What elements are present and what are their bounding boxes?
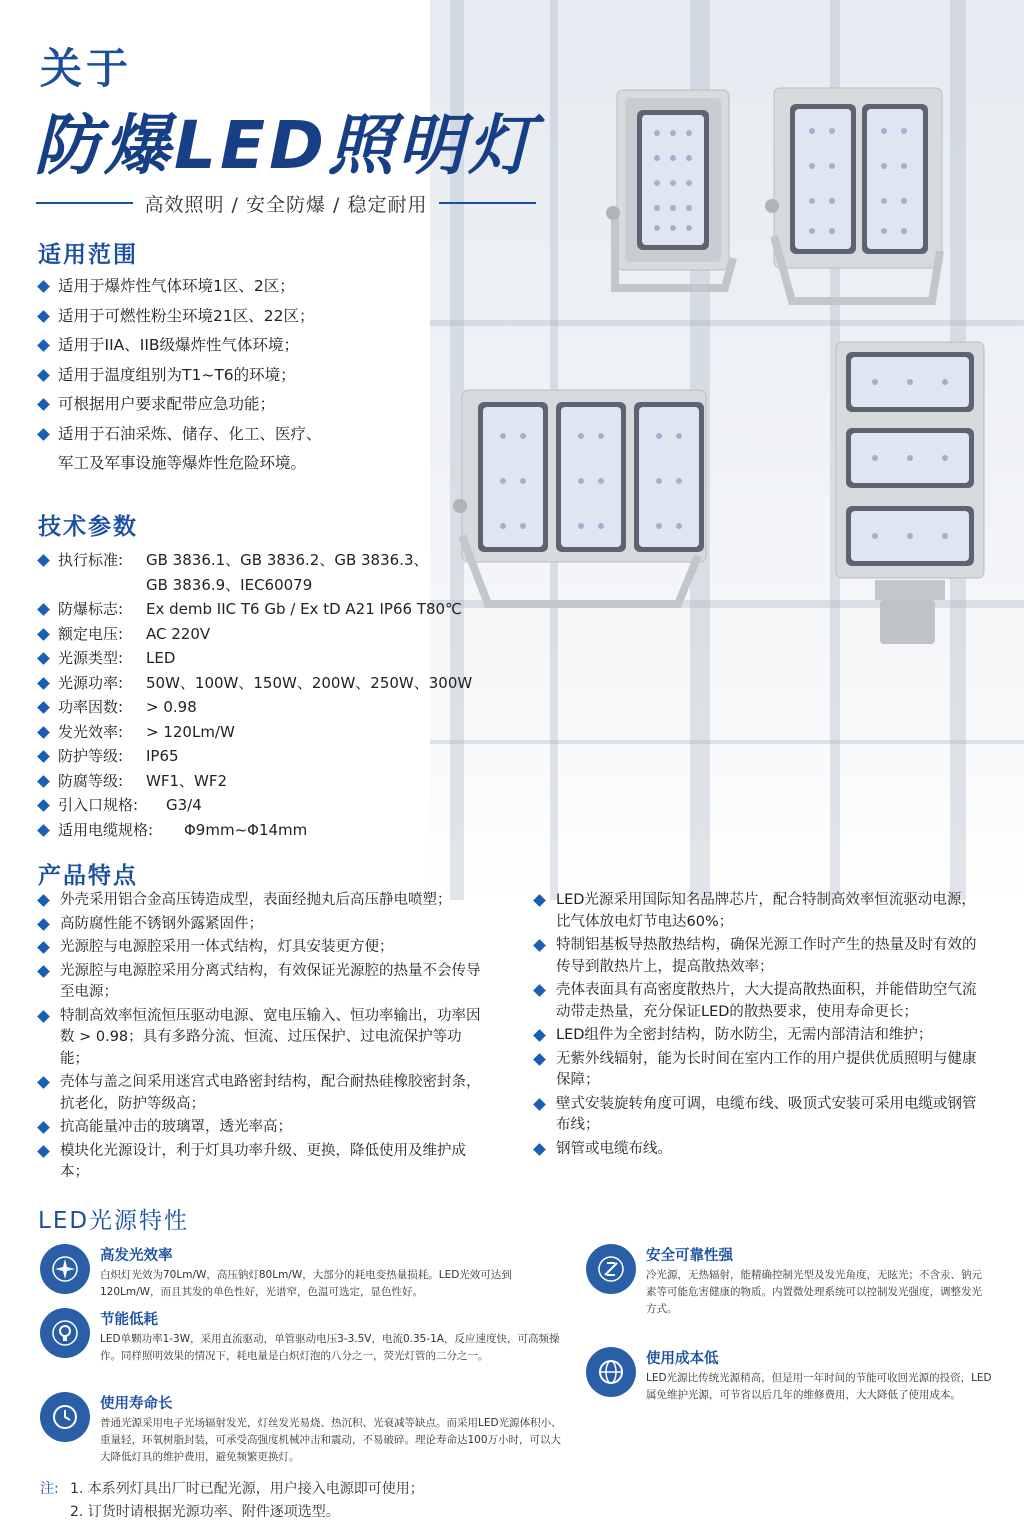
list-item: LED组件为全密封结构，防水防尘，无需内部清洁和维护； <box>534 1025 990 1047</box>
bullet-icon <box>37 428 50 441</box>
list-item: 光源腔与电源腔采用一体式结构，灯具安装更方便； <box>38 937 488 959</box>
bullet-icon <box>37 799 50 812</box>
bullet-icon <box>533 894 546 907</box>
list-item: 适用于温度组别为T1~T6的环境； <box>38 361 322 391</box>
bullet-icon <box>37 603 50 616</box>
spec-row: 引入口规格: G3/4 <box>38 793 683 818</box>
globe-icon <box>586 1347 636 1397</box>
list-item: 抗高能量冲击的玻璃罩，透光率高； <box>38 1117 488 1139</box>
divider <box>36 202 133 204</box>
spec-row: 光源功率: 50W、100W、150W、200W、250W、300W <box>38 671 683 696</box>
bullet-icon <box>37 1010 50 1023</box>
bullet-icon <box>37 750 50 763</box>
features-list-right <box>534 890 990 1162</box>
lightbulb-icon <box>40 1308 90 1358</box>
features-heading: 产品特点 <box>38 863 138 889</box>
spec-row: 防腐等级: WF1、WF2 <box>38 769 683 794</box>
bullet-icon <box>37 369 50 382</box>
led-card-desc: LED光源比传统光源稍高，但是用一年时间的节能可收回光源的投资，LED属免维护光源，可节省以后几年的维修费用，大大降低了使用成本。 <box>646 1372 992 1401</box>
led-card-body <box>646 1244 986 1318</box>
bullet-icon <box>37 1076 50 1089</box>
spec-row: 额定电压: AC 220V <box>38 622 683 647</box>
list-item: 适用于爆炸性气体环境1区、2区； <box>38 272 322 302</box>
list-item: 外壳采用铝合金高压铸造成型，表面经抛丸后高压静电喷塑； <box>38 890 488 912</box>
bullet-icon <box>533 1029 546 1042</box>
led-card-body <box>646 1347 996 1404</box>
tagline <box>36 186 536 220</box>
bullet-icon <box>37 554 50 567</box>
list-item: 光源腔与电源腔采用分离式结构，有效保证光源腔的热量不会传导至电源； <box>38 961 488 1004</box>
led-card-efficiency <box>40 1244 560 1301</box>
led-card-body <box>100 1392 570 1466</box>
features-list-left <box>38 890 488 1186</box>
bullet-icon <box>37 398 50 411</box>
clock-icon <box>40 1392 90 1442</box>
bullet-icon <box>533 1053 546 1066</box>
bullet-icon <box>533 1098 546 1111</box>
led-card-desc: LED单颗功率1-3W，采用直流驱动，单管驱动电压3-3.5V，电流0.35-1A，反应速度快，可高频操作。同样照明效果的情况下，耗电量是白炽灯泡的八分之一，荧光灯管的二分之一。 <box>100 1333 560 1362</box>
scope-heading: 适用范围 <box>38 242 138 268</box>
list-item: 无紫外线辐射，能为长时间在室内工作的用户提供优质照明与健康保障； <box>534 1049 990 1092</box>
led-card-body <box>100 1244 560 1301</box>
shield-icon <box>586 1244 636 1294</box>
bullet-icon <box>37 941 50 954</box>
bullet-icon <box>533 984 546 997</box>
spec-row: 功率因数: > 0.98 <box>38 695 683 720</box>
led-card-title: 节能低耗 <box>100 1312 158 1328</box>
spec-row: 防爆标志: Ex demb IIC T6 Gb / Ex tD A21 IP66 T80℃ <box>38 597 683 622</box>
spec-row: 执行标准: GB 3836.1、GB 3836.2、GB 3836.3、 GB 3836.9、IEC60079 <box>38 548 683 597</box>
led-card-desc: 普通光源采用电子光场辐射发光，灯丝发光易烧、热沉积、光衰减等缺点。而采用LED光源体积小、重量轻，环氧树脂封装，可承受高强度机械冲击和震动，不易破碎。理论寿命达100万小时，可以大大降低灯具的维护费用，避免频繁更换灯。 <box>100 1417 562 1463</box>
bullet-icon <box>37 1121 50 1134</box>
list-item: 适用于石油采炼、储存、化工、医疗、 军工及军事设施等爆炸性危险环境。 <box>38 420 322 479</box>
title-small: 关于 <box>40 44 133 93</box>
specs-list <box>38 548 683 842</box>
spec-row: 防护等级: IP65 <box>38 744 683 769</box>
list-item: 壳体与盖之间采用迷宫式电路密封结构，配合耐热硅橡胶密封条，抗老化，防护等级高； <box>38 1072 488 1115</box>
title-large: 防爆LED照明灯 <box>34 107 538 184</box>
list-item: 特制高效率恒流恒压驱动电源、宽电压输入、恒功率输出，功率因数 > 0.98；具有多路分流、恒流、过压保护、过电流保护等功能； <box>38 1006 488 1071</box>
bullet-icon <box>37 894 50 907</box>
tagline-text: 高效照明 / 安全防爆 / 稳定耐用 <box>144 193 428 216</box>
list-item: 壁式安装旋转角度可调，电缆布线、吸顶式安装可采用电缆或钢管布线； <box>534 1094 990 1137</box>
scope-list <box>38 272 322 479</box>
list-item: 高防腐性能不锈钢外露紧固件； <box>38 914 488 936</box>
led-card-title: 安全可靠性强 <box>646 1248 733 1264</box>
bullet-icon <box>37 310 50 323</box>
spec-row: 发光效率: > 120Lm/W <box>38 720 683 745</box>
led-card-cost <box>586 1347 996 1404</box>
specs-heading: 技术参数 <box>38 514 138 540</box>
led-card-body <box>100 1308 560 1365</box>
bullet-icon <box>37 1145 50 1158</box>
spec-row: 适用电缆规格: Φ9mm~Φ14mm <box>38 818 683 843</box>
product-image-double <box>762 86 952 308</box>
notes <box>40 1478 424 1524</box>
list-item: 壳体表面具有高密度散热片，大大提高散热面积，并能借助空气流动带走热量，充分保证LED的散热要求，使用寿命更长； <box>534 980 990 1023</box>
bullet-icon <box>37 677 50 690</box>
bullet-icon <box>37 965 50 978</box>
led-card-desc: 白炽灯光效为70Lm/W，高压钠灯80Lm/W，大部分的耗电变热量损耗。LED光效可达到120Lm/W，而且其发的单色性好，光谱窄，色温可选定，显色性好。 <box>100 1269 512 1298</box>
bullet-icon <box>37 339 50 352</box>
spec-row: 光源类型: LED <box>38 646 683 671</box>
bullet-icon <box>37 824 50 837</box>
led-card-title: 高发光效率 <box>100 1248 173 1264</box>
led-card-desc: 冷光源，无热辐射，能精确控制光型及发光角度，无眩光；不含汞、钠元素等可能危害健康的物质。内置微处理系统可以控制发光强度，调整发光方式。 <box>646 1269 982 1315</box>
led-card-energy <box>40 1308 560 1365</box>
led-card-lifespan <box>40 1392 570 1466</box>
note-line: 注: 1. 本系列灯具出厂时已配光源，用户接入电源即可使用； <box>40 1478 424 1501</box>
led-card-title: 使用成本低 <box>646 1351 719 1367</box>
bullet-icon <box>37 652 50 665</box>
list-item: 特制铝基板导热散热结构，确保光源工作时产生的热量及时有效的传导到散热片上，提高散热效率； <box>534 935 990 978</box>
bullet-icon <box>37 775 50 788</box>
bullet-icon <box>533 939 546 952</box>
bullet-icon <box>533 1143 546 1156</box>
bullet-icon <box>37 726 50 739</box>
list-item: 适用于IIA、IIB级爆炸性气体环境； <box>38 331 322 361</box>
led-heading: LED光源特性 <box>38 1208 190 1234</box>
bullet-icon <box>37 628 50 641</box>
product-image-single <box>605 88 740 303</box>
bullet-icon <box>37 918 50 931</box>
bullet-icon <box>37 701 50 714</box>
bullet-icon <box>37 280 50 293</box>
notes-label: 注: <box>40 1481 59 1497</box>
list-item: 模块化光源设计，利于灯具功率升级、更换，降低使用及维护成本； <box>38 1141 488 1184</box>
list-item: 钢管或电缆布线。 <box>534 1139 990 1161</box>
product-image-street <box>830 340 990 646</box>
list-item: LED光源采用国际知名品牌芯片，配合特制高效率恒流驱动电源，比气体放电灯节电达60%； <box>534 890 990 933</box>
led-card-title: 使用寿命长 <box>100 1396 173 1412</box>
list-item: 可根据用户要求配带应急功能； <box>38 390 322 420</box>
list-item: 适用于可燃性粉尘环境21区、22区； <box>38 302 322 332</box>
divider <box>439 202 536 204</box>
led-card-safety <box>586 1244 986 1318</box>
sparkle-icon <box>40 1244 90 1294</box>
note-line: 2. 订货时请根据光源功率、附件逐项选型。 <box>70 1504 340 1520</box>
